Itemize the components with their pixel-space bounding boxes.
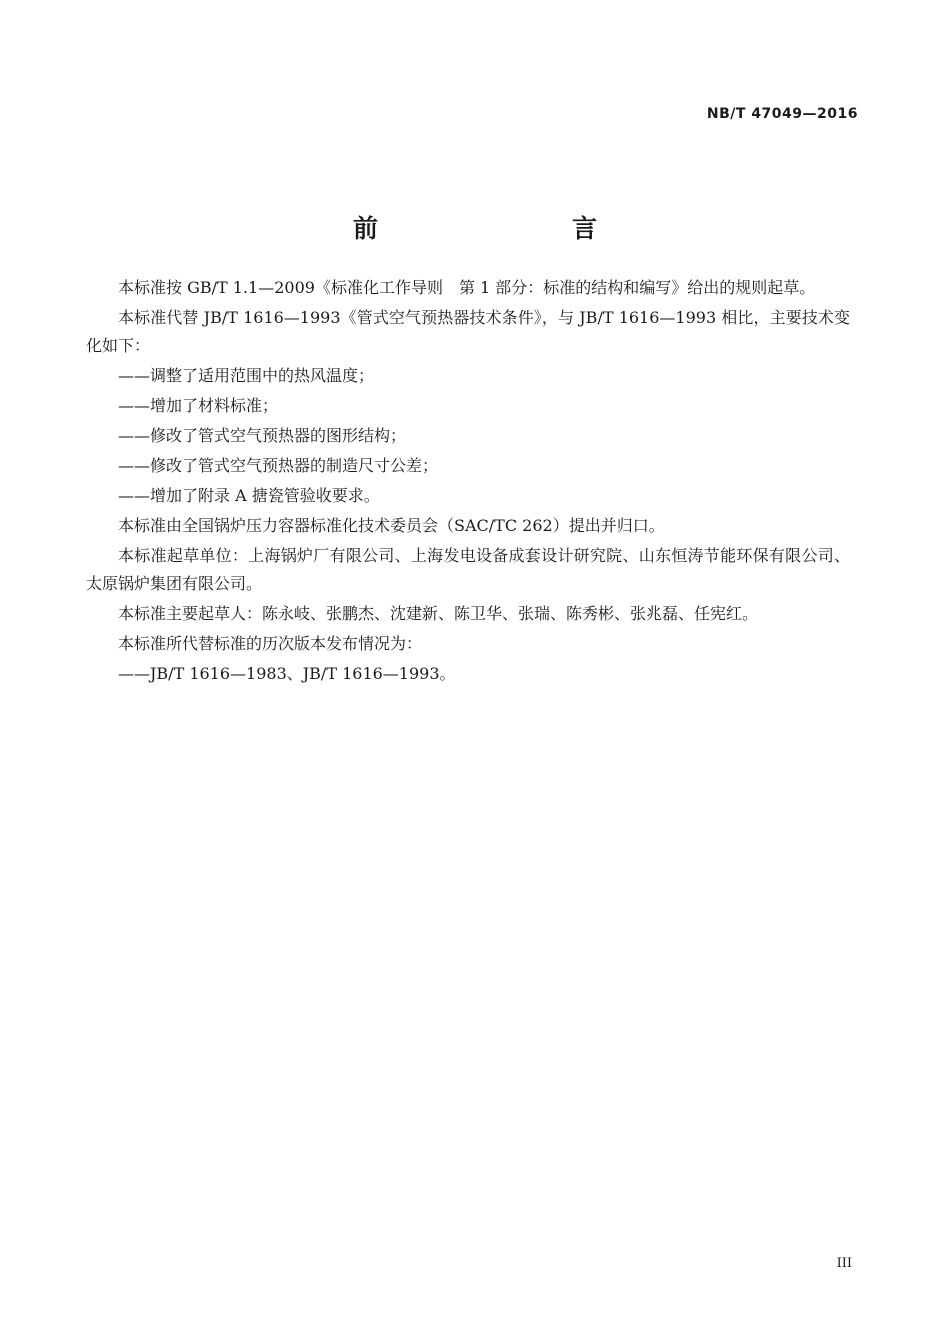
change-item: ——修改了管式空气预热器的图形结构； <box>118 426 407 445</box>
change-item: ——修改了管式空气预热器的制造尺寸公差； <box>118 456 439 475</box>
page-title: 前 言 <box>352 213 645 243</box>
paragraph-drafters: 本标准主要起草人：陈永岐、张鹏杰、沈建新、陈卫华、张瑞、陈秀彬、张兆磊、任宪红。 <box>118 604 759 623</box>
paragraph-replacement: 本标准代替 JB/T 1616—1993《管式空气预热器技术条件》，与 JB/T 1616—1993 相比，主要技术变化如下： <box>86 308 850 355</box>
history-item: ——JB/T 1616—1983、JB/T 1616—1993。 <box>118 664 456 683</box>
paragraph-proposer: 本标准由全国锅炉压力容器标准化技术委员会（SAC/TC 262）提出并归口。 <box>118 516 665 535</box>
paragraph-drafting-rules: 本标准按 GB/T 1.1—2009《标准化工作导则 第 1 部分：标准的结构和编写》给出的规则起草。 <box>118 278 816 297</box>
paragraph-drafting-units: 本标准起草单位：上海锅炉厂有限公司、上海发电设备成套设计研究院、山东恒涛节能环保有限公司、太原锅炉集团有限公司。 <box>86 546 850 593</box>
foreword-body <box>86 274 850 690</box>
change-item: ——增加了附录 A 搪瓷管验收要求。 <box>118 486 380 505</box>
change-item: ——调整了适用范围中的热风温度； <box>118 366 375 385</box>
change-item: ——增加了材料标准； <box>118 396 279 415</box>
document-code: NB/T 47049—2016 <box>706 106 858 122</box>
paragraph-history-intro: 本标准所代替标准的历次版本发布情况为： <box>118 634 423 653</box>
page-number: III <box>836 1256 852 1271</box>
